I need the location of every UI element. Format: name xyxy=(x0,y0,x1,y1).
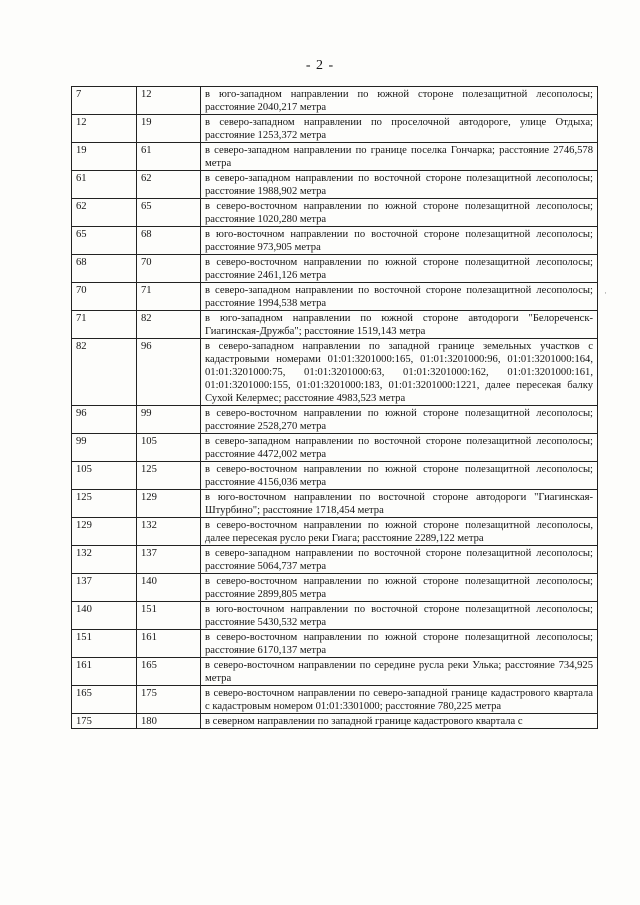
point-from-cell: 99 xyxy=(72,434,137,462)
point-from-cell: 140 xyxy=(72,602,137,630)
point-to-cell: 175 xyxy=(137,686,201,714)
point-from-cell: 7 xyxy=(72,87,137,115)
table-row xyxy=(72,434,598,462)
description-cell: в северо-западном направлении по восточной стороне полезащитной лесополосы; расстояние 5064,737 метра xyxy=(201,546,598,574)
point-to-cell: 99 xyxy=(137,406,201,434)
page-number: - 2 - xyxy=(305,58,335,73)
point-to-cell: 151 xyxy=(137,602,201,630)
table-row xyxy=(72,686,598,714)
table-row xyxy=(72,518,598,546)
point-from-cell: 12 xyxy=(72,115,137,143)
point-to-cell: 61 xyxy=(137,143,201,171)
point-to-cell: 132 xyxy=(137,518,201,546)
description-cell: в северо-восточном направлении по южной стороне полезащитной лесополосы; расстояние 2461,126 метра xyxy=(201,255,598,283)
table-row xyxy=(72,199,598,227)
margin-mark: · xyxy=(604,288,607,298)
point-from-cell: 70 xyxy=(72,283,137,311)
table-row xyxy=(72,171,598,199)
point-to-cell: 129 xyxy=(137,490,201,518)
point-to-cell: 180 xyxy=(137,714,201,729)
point-from-cell: 125 xyxy=(72,490,137,518)
table-row xyxy=(72,574,598,602)
description-cell: в северо-восточном направлении по южной стороне полезащитной лесополосы; расстояние 4156,036 метра xyxy=(201,462,598,490)
point-from-cell: 68 xyxy=(72,255,137,283)
table-row xyxy=(72,406,598,434)
point-from-cell: 96 xyxy=(72,406,137,434)
point-to-cell: 165 xyxy=(137,658,201,686)
point-to-cell: 68 xyxy=(137,227,201,255)
point-from-cell: 175 xyxy=(72,714,137,729)
point-to-cell: 96 xyxy=(137,339,201,406)
table-row xyxy=(72,490,598,518)
description-cell: в северо-западном направлении по восточной стороне полезащитной лесополосы; расстояние 1988,902 метра xyxy=(201,171,598,199)
point-from-cell: 132 xyxy=(72,546,137,574)
point-from-cell: 65 xyxy=(72,227,137,255)
description-cell: в юго-восточном направлении по восточной стороне полезащитной лесополосы; расстояние 973,905 метра xyxy=(201,227,598,255)
table-row xyxy=(72,658,598,686)
description-cell: в северо-восточном направлении по южной стороне полезащитной лесополосы; расстояние 1020,280 метра xyxy=(201,199,598,227)
description-cell: в северо-восточном направлении по южной стороне полезащитной лесополосы; расстояние 2899,805 метра xyxy=(201,574,598,602)
table-row xyxy=(72,630,598,658)
description-cell: в юго-восточном направлении по восточной стороне автодороги "Гиагинская-Штурбино"; расстояние 1718,454 метра xyxy=(201,490,598,518)
description-cell: в северном направлении по западной границе кадастрового квартала с xyxy=(201,714,598,729)
point-to-cell: 65 xyxy=(137,199,201,227)
description-cell: в юго-западном направлении по южной стороне автодороги "Белореченск-Гиагинская-Дружба"; расстояние 1519,143 метра xyxy=(201,311,598,339)
description-cell: в северо-западном направлении по проселочной автодороге, улице Отдыха; расстояние 1253,372 метра xyxy=(201,115,598,143)
description-cell: в юго-западном направлении по южной стороне полезащитной лесополосы; расстояние 2040,217 метра xyxy=(201,87,598,115)
boundary-table xyxy=(71,86,598,729)
point-to-cell: 70 xyxy=(137,255,201,283)
table-row xyxy=(72,143,598,171)
point-from-cell: 82 xyxy=(72,339,137,406)
table-row xyxy=(72,115,598,143)
point-to-cell: 161 xyxy=(137,630,201,658)
description-cell: в северо-восточном направлении по южной стороне полезащитной лесополосы; расстояние 2528,270 метра xyxy=(201,406,598,434)
description-cell: в северо-западном направлении по границе поселка Гончарка; расстояние 2746,578 метра xyxy=(201,143,598,171)
point-from-cell: 151 xyxy=(72,630,137,658)
point-to-cell: 62 xyxy=(137,171,201,199)
description-cell: в северо-восточном направлении по северо-западной границе кадастрового квартала с кадастровым номером 01:01:3301000; расстояние 780,225 метра xyxy=(201,686,598,714)
boundary-table-body xyxy=(72,87,598,729)
point-from-cell: 165 xyxy=(72,686,137,714)
table-row xyxy=(72,87,598,115)
table-row xyxy=(72,339,598,406)
point-from-cell: 161 xyxy=(72,658,137,686)
table-row xyxy=(72,255,598,283)
point-from-cell: 129 xyxy=(72,518,137,546)
point-to-cell: 137 xyxy=(137,546,201,574)
point-from-cell: 61 xyxy=(72,171,137,199)
point-to-cell: 125 xyxy=(137,462,201,490)
point-from-cell: 137 xyxy=(72,574,137,602)
description-cell: в северо-восточном направлении по южной стороне полезащитной лесополосы, далее пересекая русло реки Гиага; расстояние 2289,122 метра xyxy=(201,518,598,546)
point-from-cell: 62 xyxy=(72,199,137,227)
table-row xyxy=(72,311,598,339)
description-cell: в северо-восточном направлении по южной стороне полезащитной лесополосы; расстояние 6170,137 метра xyxy=(201,630,598,658)
point-to-cell: 82 xyxy=(137,311,201,339)
description-cell: в северо-западном направлении по восточной стороне полезащитной лесополосы; расстояние 1994,538 метра xyxy=(201,283,598,311)
point-to-cell: 71 xyxy=(137,283,201,311)
point-from-cell: 71 xyxy=(72,311,137,339)
point-to-cell: 105 xyxy=(137,434,201,462)
point-to-cell: 19 xyxy=(137,115,201,143)
description-cell: в северо-восточном направлении по середине русла реки Улька; расстояние 734,925 метра xyxy=(201,658,598,686)
table-row xyxy=(72,462,598,490)
description-cell: в северо-западном направлении по западной границе земельных участков с кадастровыми номерами 01:01:3201000:165, 01:01:3201000:96, 01:01:3201000:164, 01:01:3201000:75, 01:01:3201000:63, 01:01:3201000:162, 01:01:3201000:161, 01:01:3201000:155, 01:01:3201000:183, 01:01:3201000:1221, далее пересекая балку Сухой Келермес; расстояние 4983,523 метра xyxy=(201,339,598,406)
description-cell: в северо-западном направлении по восточной стороне полезащитной лесополосы; расстояние 4472,002 метра xyxy=(201,434,598,462)
table-row xyxy=(72,546,598,574)
point-from-cell: 105 xyxy=(72,462,137,490)
table-row xyxy=(72,283,598,311)
table-row xyxy=(72,602,598,630)
table-row xyxy=(72,714,598,729)
point-from-cell: 19 xyxy=(72,143,137,171)
point-to-cell: 12 xyxy=(137,87,201,115)
point-to-cell: 140 xyxy=(137,574,201,602)
table-row xyxy=(72,227,598,255)
description-cell: в юго-восточном направлении по восточной стороне полезащитной лесополосы; расстояние 5430,532 метра xyxy=(201,602,598,630)
